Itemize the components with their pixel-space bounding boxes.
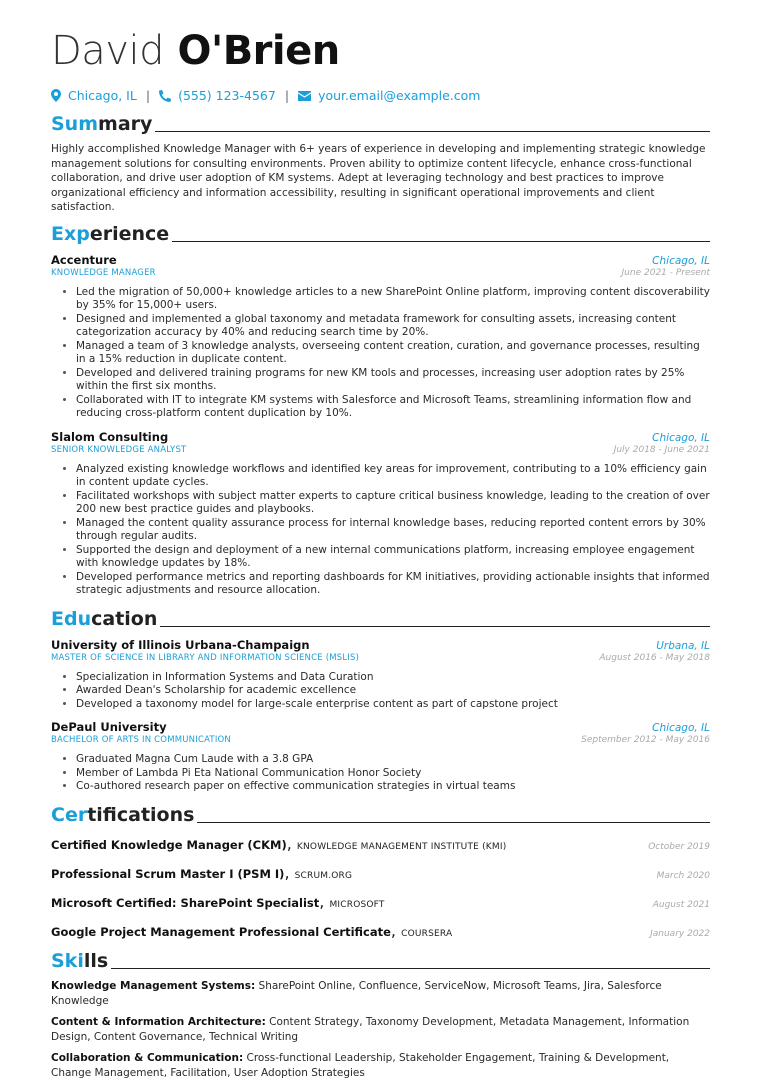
map-pin-icon bbox=[51, 89, 61, 102]
job-location: Chicago, IL bbox=[652, 254, 710, 267]
certification-date: October 2019 bbox=[648, 841, 710, 852]
list-item: • Specialization in Information Systems and Data Curation bbox=[76, 671, 710, 685]
list-item: • Developed and delivered training programs for new KM tools and processes, increasing user adoption rates by 25% within the first six months. bbox=[76, 367, 710, 394]
list-item: • Led the migration of 50,000+ knowledge articles to a new SharePoint Online platform, improving content discoverability by 35% for 15,000+ users. bbox=[76, 286, 710, 313]
skill-group bbox=[51, 1015, 710, 1045]
candidate-name bbox=[51, 28, 710, 74]
list-item: • Collaborated with IT to integrate KM systems with Salesforce and Microsoft Teams, streamlining information flow and reducing cross-platform content duplication by 10%. bbox=[76, 394, 710, 421]
school-entry bbox=[51, 638, 710, 712]
skill-label: Content & Information Architecture: bbox=[51, 1015, 266, 1028]
company-name: Accenture bbox=[51, 252, 117, 267]
job-dates: July 2018 - June 2021 bbox=[613, 444, 710, 455]
school-bullets bbox=[51, 753, 710, 794]
list-item: • Facilitated workshops with subject matter experts to capture critical business knowledge, leading to the creation of over 200 new best practice guides and playbooks. bbox=[76, 490, 710, 517]
certification-item: Professional Scrum Master I (PSM I), SCRUM.ORG March 2020 bbox=[51, 862, 710, 882]
job-location: Chicago, IL bbox=[652, 431, 710, 444]
skill-values: SharePoint Online, Confluence, ServiceNow, Microsoft Teams, Jira, Salesforce Knowledge bbox=[51, 979, 662, 1007]
last-name: O'Brien bbox=[177, 28, 340, 74]
certification-name: Microsoft Certified: SharePoint Specialist bbox=[51, 895, 320, 910]
company-name: Slalom Consulting bbox=[51, 429, 169, 444]
certification-issuer: COURSERA bbox=[401, 928, 453, 939]
phone-text: (555) 123-4567 bbox=[178, 88, 276, 103]
certification-issuer: MICROSOFT bbox=[329, 899, 385, 910]
skill-label: Collaboration & Communication: bbox=[51, 1051, 244, 1064]
certification-date: January 2022 bbox=[650, 928, 710, 939]
section-rule bbox=[111, 968, 710, 969]
school-name: DePaul University bbox=[51, 720, 167, 734]
certification-issuer: SCRUM.ORG bbox=[294, 870, 353, 881]
school-entry bbox=[51, 720, 710, 794]
job-role: KNOWLEDGE MANAGER bbox=[51, 267, 156, 278]
school-location: Chicago, IL bbox=[652, 722, 710, 734]
certification-item: Microsoft Certified: SharePoint Specialist, MICROSOFT August 2021 bbox=[51, 891, 710, 911]
job-role: SENIOR KNOWLEDGE ANALYST bbox=[51, 444, 187, 455]
summary-heading bbox=[51, 113, 710, 135]
certification-name: Certified Knowledge Manager (CKM) bbox=[51, 837, 287, 852]
degree-name: MASTER OF SCIENCE IN LIBRARY AND INFORMATION SCIENCE (MSLIS) bbox=[51, 652, 360, 663]
section-rule bbox=[155, 131, 710, 132]
section-title: Certifications bbox=[51, 803, 195, 826]
list-item: • Member of Lambda Pi Eta National Communication Honor Society bbox=[76, 767, 710, 781]
certification-item: Certified Knowledge Manager (CKM), KNOWLEDGE MANAGEMENT INSTITUTE (KMI) October 2019 bbox=[51, 833, 710, 853]
experience-heading bbox=[51, 223, 710, 245]
list-item: • Supported the design and deployment of a new internal communications platform, increasing employee engagement with knowledge updates by 18%. bbox=[76, 544, 710, 571]
summary-text: Highly accomplished Knowledge Manager with 6+ years of experience in developing and implementing strategic knowledge management solutions for consulting environments. Proven ability to optimize content lifecycle, enhance cross-functional collaboration, and drive user adoption of KM systems. Adept at leveraging technology and best practices to improve organizational efficiency and information accessibility, resulting in significant operational improvements and client satisfaction. bbox=[51, 143, 706, 213]
section-rule bbox=[197, 822, 710, 823]
contact-email[interactable] bbox=[298, 88, 480, 103]
section-rule bbox=[172, 241, 710, 242]
section-title: Skills bbox=[51, 949, 109, 972]
contact-phone[interactable] bbox=[159, 88, 276, 103]
skill-values: Cross-functional Leadership, Stakeholder Engagement, Training & Development, Change Management, Facilitation, User Adoption Strategies bbox=[51, 1051, 670, 1079]
list-item: • Developed a taxonomy model for large-scale enterprise content as part of capstone project bbox=[76, 698, 710, 712]
location-text: Chicago, IL bbox=[68, 88, 137, 103]
skills-heading bbox=[51, 950, 710, 972]
job-entry bbox=[51, 430, 710, 598]
skill-values: Content Strategy, Taxonomy Development, Metadata Management, Information Design, Content Governance, Technical Writing bbox=[51, 1015, 690, 1043]
section-title: Education bbox=[51, 607, 158, 630]
skill-group bbox=[51, 1051, 710, 1081]
school-bullets bbox=[51, 671, 710, 712]
education-heading bbox=[51, 608, 710, 630]
list-item: • Analyzed existing knowledge workflows and identified key areas for improvement, contributing to a 10% efficiency gain in content update cycles. bbox=[76, 463, 710, 490]
list-item: • Awarded Dean's Scholarship for academic excellence bbox=[76, 684, 710, 698]
skill-group bbox=[51, 979, 710, 1009]
certification-issuer: KNOWLEDGE MANAGEMENT INSTITUTE (KMI) bbox=[296, 841, 507, 852]
list-item: • Managed the content quality assurance process for internal knowledge bases, reducing reported content errors by 30% through regular audits. bbox=[76, 517, 710, 544]
list-item: • Designed and implemented a global taxonomy and metadata framework for consulting assets, increasing content categorization accuracy by 40% and reducing search time by 20%. bbox=[76, 313, 710, 340]
skill-label: Knowledge Management Systems: bbox=[51, 979, 256, 992]
certification-date: August 2021 bbox=[652, 899, 710, 910]
first-name: David bbox=[51, 28, 164, 74]
certification-item: Google Project Management Professional Certificate, COURSERA January 2022 bbox=[51, 920, 710, 940]
section-rule bbox=[160, 626, 710, 627]
school-name: University of Illinois Urbana-Champaign bbox=[51, 637, 310, 652]
contact-separator: | bbox=[145, 88, 151, 103]
job-entry bbox=[51, 253, 710, 421]
contact-separator: | bbox=[284, 88, 290, 103]
contact-location bbox=[51, 88, 137, 103]
job-bullets bbox=[51, 463, 710, 598]
school-dates: August 2016 - May 2018 bbox=[599, 652, 710, 663]
envelope-icon bbox=[298, 91, 311, 101]
certification-date: March 2020 bbox=[656, 870, 710, 881]
school-dates: September 2012 - May 2016 bbox=[581, 735, 710, 745]
email-text: your.email@example.com bbox=[318, 88, 481, 103]
list-item: • Co-authored research paper on effective communication strategies in virtual teams bbox=[76, 780, 710, 794]
list-item: • Graduated Magna Cum Laude with a 3.8 GPA bbox=[76, 753, 710, 767]
contact-line bbox=[51, 88, 710, 103]
phone-icon bbox=[159, 90, 171, 102]
certification-name: Google Project Management Professional Certificate bbox=[51, 924, 391, 939]
list-item: • Managed a team of 3 knowledge analysts, overseeing content creation, curation, and governance processes, resulting in a 15% reduction in duplicate content. bbox=[76, 340, 710, 367]
school-location: Urbana, IL bbox=[656, 639, 710, 652]
degree-name: BACHELOR OF ARTS IN COMMUNICATION bbox=[51, 735, 231, 745]
certifications-heading bbox=[51, 804, 710, 826]
section-title: Summary bbox=[51, 113, 153, 135]
job-dates: June 2021 - Present bbox=[621, 267, 710, 278]
job-bullets bbox=[51, 286, 710, 421]
certification-name: Professional Scrum Master I (PSM I) bbox=[51, 866, 285, 881]
list-item: • Developed performance metrics and reporting dashboards for KM initiatives, providing actionable insights that informed strategic adjustments and resource allocation. bbox=[76, 571, 710, 598]
section-title: Experience bbox=[51, 222, 170, 245]
